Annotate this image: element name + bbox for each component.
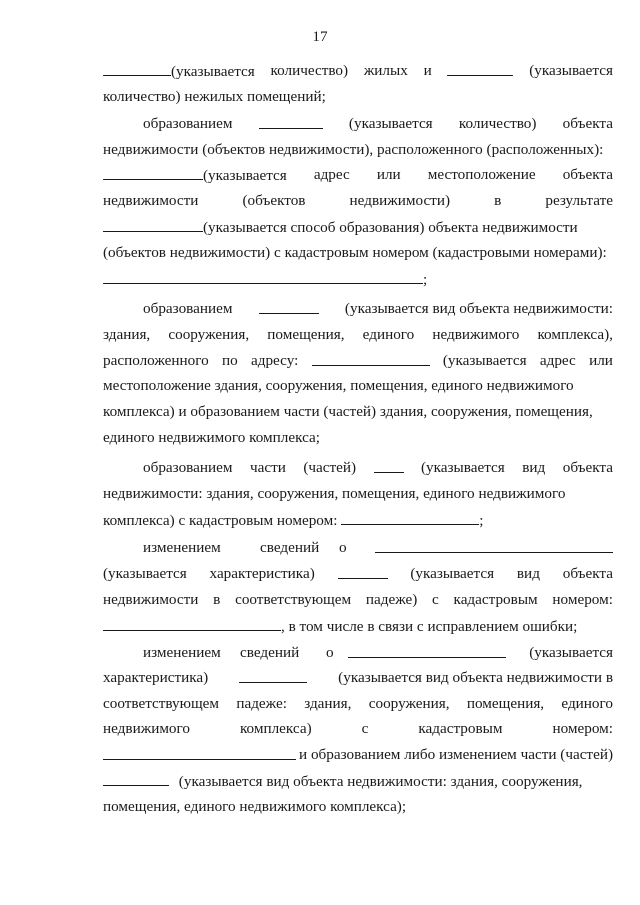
text-fragment: комплекса), [537, 326, 613, 343]
text-line [103, 142, 613, 157]
text-fragment: изменением [143, 644, 221, 661]
text-fragment: комплекса) и образованием части (частей) здания, сооружения, помещения, [103, 403, 593, 420]
blank-field [348, 645, 506, 658]
blank-field [312, 353, 430, 366]
text-fragment: объекта [562, 115, 613, 132]
text-line [103, 193, 613, 208]
text-fragment: объекта [562, 166, 613, 183]
text-line [103, 747, 613, 762]
text-fragment: или [589, 352, 613, 369]
text-fragment: (указывается способ образования) объекта недвижимости [203, 219, 578, 236]
paragraph-first-line [143, 460, 613, 475]
text-fragment: адресу: [250, 352, 299, 369]
text-line [103, 271, 613, 287]
text-line [103, 721, 613, 736]
text-fragment: (указывается вид объекта недвижимости в [338, 669, 613, 686]
text-fragment: падеже) [365, 591, 418, 608]
text-fragment: характеристика) [209, 565, 315, 582]
text-fragment: сооружения, [168, 326, 250, 343]
text-fragment: количество) нежилых помещений; [103, 88, 326, 105]
text-fragment: расположенного [103, 352, 209, 369]
text-fragment: по [221, 352, 238, 369]
text-fragment: в [213, 591, 221, 608]
text-fragment: здания, [304, 695, 352, 712]
text-fragment: и образованием либо изменением части (частей) [299, 746, 613, 763]
text-fragment: и [423, 62, 432, 79]
text-fragment: недвижимого [432, 326, 520, 343]
text-fragment: о [326, 644, 334, 661]
text-fragment: образованием [143, 459, 233, 476]
text-line [103, 773, 613, 789]
text-fragment: соответствующем [235, 591, 352, 608]
text-fragment: (указывается [421, 459, 505, 476]
text-fragment: помещения, [466, 695, 545, 712]
blank-field [341, 512, 479, 525]
text-line [103, 799, 613, 814]
text-fragment: (указывается [529, 62, 613, 79]
text-fragment: местоположение здания, сооружения, помещения, единого недвижимого [103, 377, 574, 394]
text-line [103, 353, 613, 368]
text-fragment: (указывается [410, 565, 495, 582]
text-fragment: результате [545, 192, 613, 209]
blank-field [338, 566, 388, 579]
text-fragment: вид [516, 565, 540, 582]
text-fragment: местоположение [427, 166, 536, 183]
text-fragment: изменением [143, 539, 221, 556]
text-fragment: жилых [363, 62, 408, 79]
text-line [103, 512, 613, 528]
text-line [103, 430, 613, 445]
blank-field [103, 167, 203, 180]
text-fragment: количество) [458, 115, 537, 132]
text-fragment: объекта [562, 565, 613, 582]
text-line [103, 486, 613, 501]
blank-field [103, 63, 171, 76]
blank-field [375, 540, 613, 553]
blank-field [374, 460, 404, 473]
text-fragment: единого недвижимого комплекса; [103, 429, 320, 446]
text-fragment: недвижимости) [349, 192, 451, 209]
text-line [103, 592, 613, 607]
text-fragment: помещения, [267, 326, 345, 343]
blank-field [103, 747, 296, 760]
text-fragment: (указывается [171, 63, 255, 80]
text-fragment: здания, [103, 326, 151, 343]
text-fragment: (указывается [348, 115, 433, 132]
text-fragment: недвижимого [103, 720, 190, 737]
text-fragment: недвижимости: здания, сооружения, помещения, единого недвижимого [103, 485, 566, 502]
text-fragment: с [432, 591, 439, 608]
text-fragment: номером: [552, 591, 613, 608]
text-fragment: части [249, 459, 286, 476]
text-fragment: (объектов недвижимости) с кадастровым номером (кадастровыми номерами): [103, 244, 607, 261]
text-fragment: (частей) [303, 459, 357, 476]
text-fragment: ; [479, 512, 484, 529]
text-line [103, 63, 613, 79]
text-fragment: соответствующем [103, 695, 220, 712]
text-line [103, 219, 613, 235]
text-fragment: или [376, 166, 401, 183]
text-fragment: (объектов [242, 192, 306, 209]
text-fragment: недвижимости [103, 591, 199, 608]
text-fragment: с [361, 720, 369, 737]
blank-field [239, 670, 307, 683]
blank-field [103, 271, 423, 284]
text-fragment: недвижимости [103, 192, 199, 209]
text-fragment: ; [423, 271, 428, 288]
text-fragment: вид [522, 459, 546, 476]
text-fragment: образованием [143, 300, 233, 317]
text-fragment: объекта [562, 459, 613, 476]
text-fragment: , в том числе в связи с исправлением ошибки; [281, 618, 578, 635]
text-fragment: (указывается [529, 644, 613, 661]
text-line [103, 167, 613, 183]
text-fragment: сведений [260, 539, 320, 556]
text-fragment: помещения, единого недвижимого комплекса); [103, 798, 407, 815]
blank-group [103, 167, 287, 183]
text-line [103, 378, 613, 393]
text-fragment: (указывается [103, 565, 187, 582]
blank-field [447, 63, 513, 76]
blank-field [103, 219, 203, 232]
paragraph-first-line [143, 301, 613, 316]
text-line [103, 89, 613, 104]
text-fragment: сведений [240, 644, 300, 661]
text-fragment: количество) [270, 62, 349, 79]
text-fragment: (указывается [442, 352, 527, 369]
text-fragment: характеристика) [103, 669, 209, 686]
text-line [103, 566, 613, 581]
text-fragment: недвижимости (объектов недвижимости), расположенного (расположенных): [103, 141, 604, 158]
blank-field [103, 773, 169, 786]
paragraph-first-line [143, 116, 613, 131]
text-fragment: падеже: [236, 695, 287, 712]
text-fragment: кадастровым [453, 591, 538, 608]
text-fragment: (указывается вид объекта недвижимости: здания, сооружения, [178, 773, 583, 790]
text-line [103, 404, 613, 419]
page-number: 17 [312, 28, 328, 45]
text-fragment: сооружения, [368, 695, 450, 712]
text-fragment: комплекса) [239, 720, 312, 737]
text-fragment: о [339, 539, 347, 556]
blank-field [259, 301, 319, 314]
text-fragment: в [494, 192, 502, 209]
text-fragment: (указывается вид объекта недвижимости: [344, 300, 613, 317]
text-fragment: кадастровым [418, 720, 503, 737]
text-fragment: номером: [552, 720, 613, 737]
text-fragment: комплекса) с кадастровым номером: [103, 512, 338, 529]
text-fragment: адрес [539, 352, 576, 369]
text-line [103, 696, 613, 711]
blank-field [103, 618, 281, 631]
blank-group [103, 63, 255, 79]
text-line [103, 618, 613, 634]
text-fragment: адрес [313, 166, 350, 183]
text-fragment: единого [561, 695, 613, 712]
text-fragment: образованием [143, 115, 233, 132]
text-fragment: (указывается [203, 167, 287, 184]
text-line [103, 670, 613, 685]
text-line [103, 245, 613, 260]
blank-field [259, 116, 323, 129]
text-line [103, 327, 613, 342]
text-fragment: единого [362, 326, 415, 343]
